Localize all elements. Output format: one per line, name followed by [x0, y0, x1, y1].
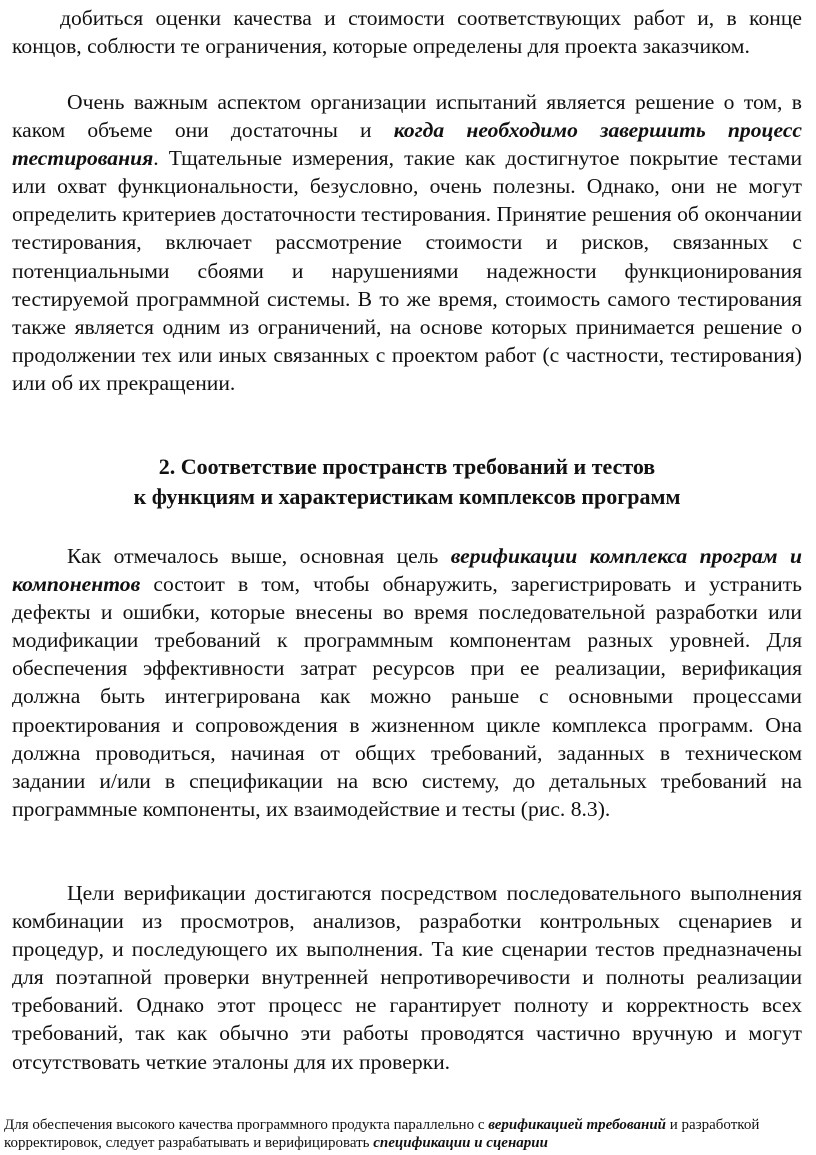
footer-text: [4, 1116, 812, 1152]
footer-text-part: и разработкой корректировок, следует разрабатывать и верифицировать: [4, 1117, 760, 1151]
section-heading: [12, 452, 802, 512]
footer-emphasis: спецификации и сценарии: [373, 1135, 548, 1151]
heading-line-2: к функциям и характеристикам комплексов программ: [133, 484, 681, 509]
paragraph-verification-means: [12, 879, 802, 1076]
footer-emphasis: верификацией требований: [488, 1117, 667, 1133]
paragraph-verification-goal: [12, 542, 802, 823]
paragraph-text: состоит в том, чтобы обнаружить, зарегистрировать и устранить дефекты и ошибки, которые внесены во время последовательной разработки или модификации требований к программным компонентам разных уровней. Для обеспечения эффективности затрат ресурсов при ее реализации, верификация должна быть интегрирована как можно раньше с основными процессами проектирования и сопровождения в жизненном цикле комплекса программ. Она должна проводиться, начиная от общих требований, заданных в техническом задании и/или в спецификации на всю систему, до детальных требований на программные компоненты, их взаимодействие и тесты (рис. 8.3).: [12, 572, 802, 821]
emphasis-text: когда необходимо завершить процесс тестирования: [12, 118, 802, 171]
paragraph-test-completion: [12, 88, 802, 397]
footer-text-part: Для обеспечения высокого качества программного продукта параллельно с: [4, 1117, 489, 1133]
emphasis-text: верификации комплекса програм и компонентов: [12, 544, 802, 597]
paragraph-continuation: [12, 4, 802, 60]
paragraph-text: Как отмечалось выше, основная цель: [67, 544, 451, 568]
paragraph-text: Цели верификации достигаются посредством последовательного выполнения комбинации из просмотров, анализов, разработки контрольных сценариев и процедур, и последующего их выполнения. Та кие сценарии тестов предназначены для поэтапной проверки внутренней непротиворечивости и полноты реализации требований. Однако этот процесс не гарантирует полноту и корректность всех требований, так как обычно эти работы проводятся частично вручную и могут отсутствовать четкие эталоны для их проверки.: [12, 881, 802, 1074]
paragraph-text: добиться оценки качества и стоимости соответствующих работ и, в конце концов, соблюсти те ограничения, которые определены для проекта заказчиком.: [12, 6, 802, 59]
paragraph-text: Очень важным аспектом организации испытаний является решение о том, в каком объеме они достаточны и: [12, 90, 802, 143]
heading-line-1: 2. Соответствие пространств требований и тестов: [158, 454, 656, 479]
paragraph-text: . Тщательные измерения, такие как достигнутое покрытие тестами или охват функциональности, безусловно, очень полезны. Однако, они не могут определить критериев достаточности тестирования. Принятие решения об окончании тестирования, включает рассмотрение стоимости и рисков, связанных с потенциальными сбоями и нарушениями надежности функционирования тестируемой программной системы. В то же время, стоимость самого тестирования также является одним из ограничений, на основе которых принимается решение о продолжении тех или иных связанных с проектом работ (с частности, тестирования) или об их прекращении.: [12, 146, 802, 395]
